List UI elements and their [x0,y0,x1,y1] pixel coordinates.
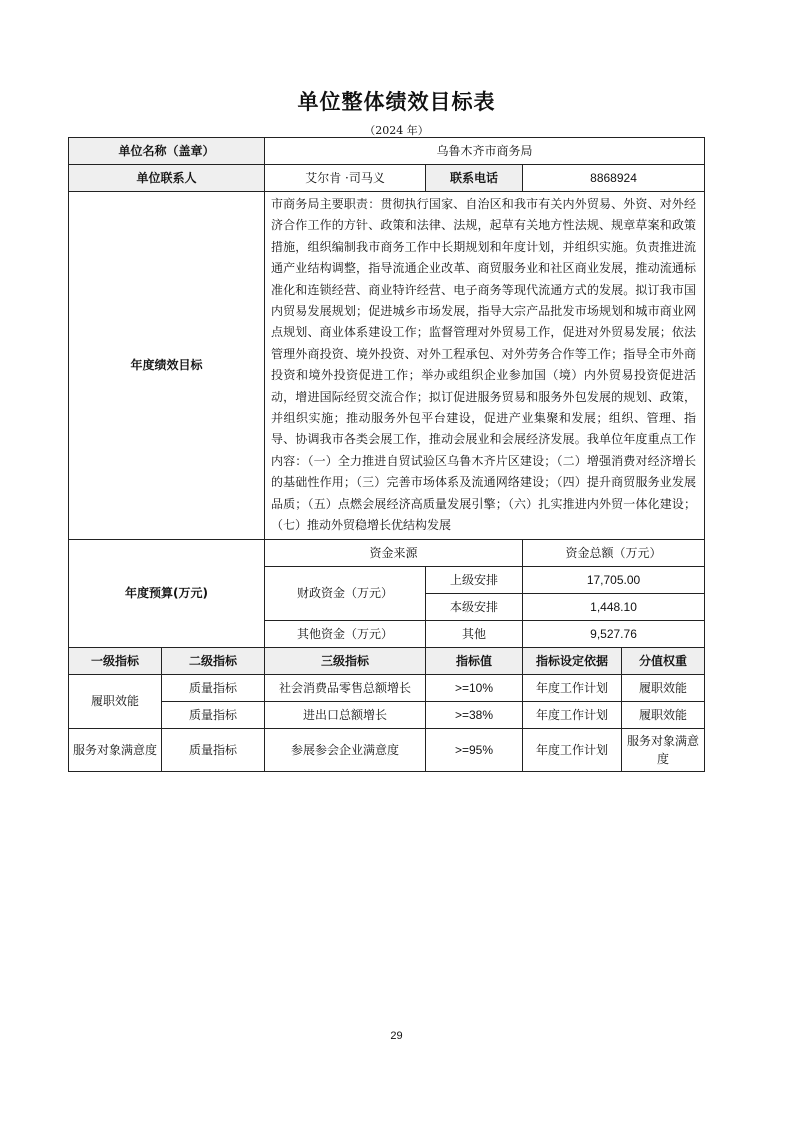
contact-label: 单位联系人 [69,165,265,192]
basis-cell: 年度工作计划 [523,674,622,701]
fund-total-header: 资金总额（万元） [523,539,705,566]
weight-cell: 履职效能 [622,674,705,701]
page-title: 单位整体绩效目标表 [297,90,496,114]
table-row [69,701,705,728]
value-cell: >=10% [426,674,523,701]
level1-cell: 履职效能 [69,674,162,728]
level3-cell: 参展参会企业满意度 [265,728,426,771]
page-number: 29 [390,1030,403,1042]
level3-cell: 社会消费品零售总额增长 [265,674,426,701]
header-level2: 二级指标 [162,647,265,674]
header-value: 指标值 [426,647,523,674]
header-weight: 分值权重 [622,647,705,674]
performance-table [68,137,705,772]
local-allocation-label: 本级安排 [426,593,523,620]
unit-name-label: 单位名称（盖章） [69,138,265,165]
level3-cell: 进出口总额增长 [265,701,426,728]
basis-cell: 年度工作计划 [523,728,622,771]
local-allocation-value: 1,448.10 [523,593,705,620]
level2-cell: 质量指标 [162,701,265,728]
annual-goal-text: 市商务局主要职责：贯彻执行国家、自治区和我市有关内外贸易、外资、对外经济合作工作的方针、政策和法律、法规，起草有关地方性法规、规章草案和政策措施，组织编制我市商务工作中长期规划和年度计划，并组织实施。负责推进流通产业结构调整，指导流通企业改革、商贸服务业和社区商业发展，推动流通标准化和连锁经营、商业特许经营、电子商务等现代流通方式的发展。拟订我市国内贸易发展规划；促进城乡市场发展，指导大宗产品批发市场规划和城市商业网点规划、商业体系建设工作；监督管理对外贸易工作，促进对外贸易发展；依法管理外商投资、境外投资、对外工程承包、对外劳务合作等工作；指导全市外商投资和境外投资促进工作；举办或组织企业参加国（境）内外贸易投资促进活动，增进国际经贸交流合作；拟订促进服务贸易和服务外包发展的规划、政策，并组织实施；推动服务外包平台建设，促进产业集聚和发展；组织、管理、指导、协调我市各类会展工作，推动会展业和会展经济发展。我单位年度重点工作内容：（一）全力推进自贸试验区乌鲁木齐片区建设；（二）增强消费对经济增长的基础性作用；（三）完善市场体系及流通网络建设；（四）提升商贸服务业发展品质；（五）点燃会展经济高质量发展引擎；（六）扎实推进内外贸一体化建设；（七）推动外贸稳增长优结构发展 [265,192,705,540]
level1-cell: 服务对象满意度 [69,728,162,771]
header-level1: 一级指标 [69,647,162,674]
weight-cell: 履职效能 [622,701,705,728]
annual-goal-label: 年度绩效目标 [69,192,265,540]
header-basis: 指标设定依据 [523,647,622,674]
contact-value: 艾尔肯 ·司马义 [265,165,426,192]
upper-allocation-label: 上级安排 [426,566,523,593]
phone-label: 联系电话 [426,165,523,192]
basis-cell: 年度工作计划 [523,701,622,728]
year-label: （2024 年） [364,124,429,137]
level2-cell: 质量指标 [162,728,265,771]
value-cell: >=95% [426,728,523,771]
fund-source-header: 资金来源 [265,539,523,566]
other-fund-sub-label: 其他 [426,620,523,647]
other-fund-label: 其他资金（万元） [265,620,426,647]
table-row [69,674,705,701]
budget-label: 年度预算(万元) [69,539,265,647]
table-row [69,728,705,771]
fiscal-fund-label: 财政资金（万元） [265,566,426,620]
upper-allocation-value: 17,705.00 [523,566,705,593]
other-fund-value: 9,527.76 [523,620,705,647]
phone-value: 8868924 [523,165,705,192]
header-level3: 三级指标 [265,647,426,674]
weight-cell: 服务对象满意度 [622,728,705,771]
value-cell: >=38% [426,701,523,728]
level2-cell: 质量指标 [162,674,265,701]
unit-name-value: 乌鲁木齐市商务局 [265,138,705,165]
